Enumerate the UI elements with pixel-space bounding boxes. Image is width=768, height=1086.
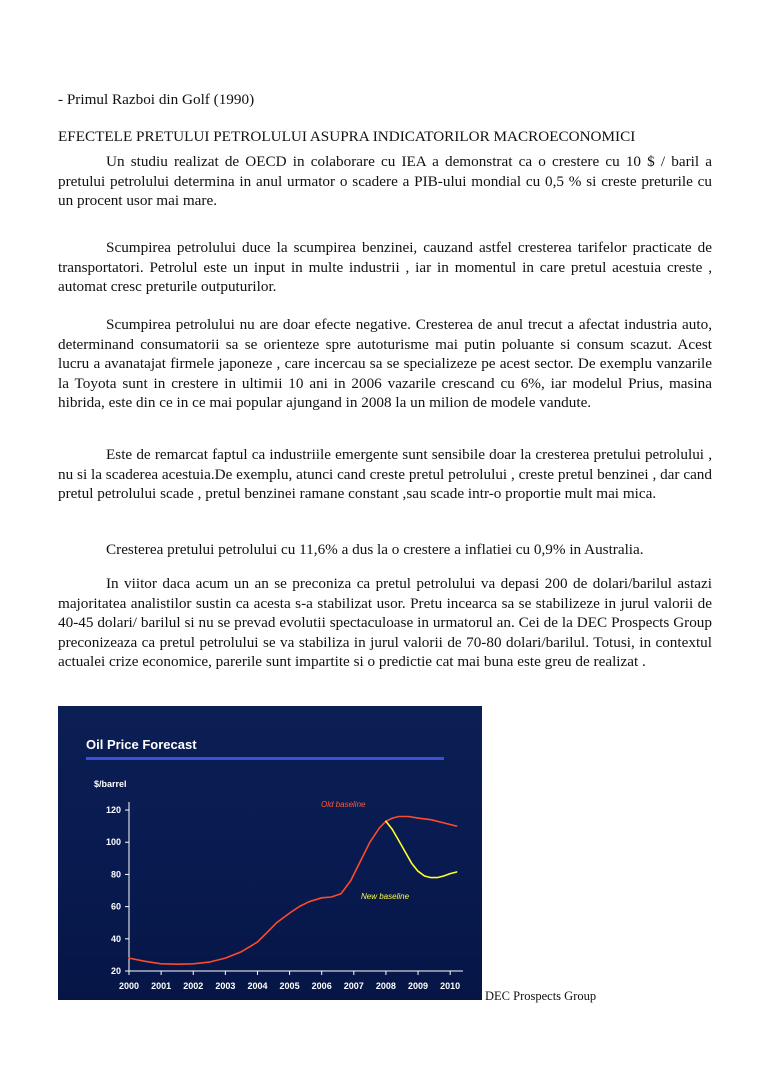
title-underline <box>86 757 444 760</box>
y-axis-label: $/barrel <box>94 779 127 789</box>
paragraph-3 <box>58 315 712 413</box>
x-tick-label: 2002 <box>183 981 204 991</box>
y-tick-label: 20 <box>110 966 121 976</box>
axes <box>106 802 463 991</box>
old-baseline-label: Old baseline <box>321 800 366 809</box>
y-tick-label: 100 <box>105 837 121 848</box>
x-tick-label: 2009 <box>408 981 429 991</box>
x-tick-label: 2004 <box>247 981 268 991</box>
y-tick-label: 80 <box>110 869 121 880</box>
x-tick-label: 2001 <box>151 981 172 991</box>
document-title: EFECTELE PRETULUI PETROLULUI ASUPRA INDICATORILOR MACROECONOMICI <box>58 128 636 145</box>
oil-price-chart <box>58 706 482 1000</box>
chart-svg <box>58 706 482 1000</box>
paragraph-text: Cresterea pretului petrolului cu 11,6% a dus la o crestere a inflatiei cu 0,9% in Australia. <box>106 541 644 558</box>
paragraph-1 <box>58 152 712 211</box>
x-tick-label: 2008 <box>375 981 396 991</box>
paragraph-text: In viitor daca acum un an se preconiza ca pretul petrolului va depasi 200 de dolari/barilul astazi majoritatea analistilor sustin ca acesta s-a stabilizat usor. Pretu incearca sa se stabilizeze in jurul valorii de 40-45 dolari/ barilul si nu se prevad evolutii spectaculoase in urmatorul an. Cei de la DEC Prospects Group preconizeaza ca pretul petrolului se va stabiliza in jurul valorii de 70-80 dolari/barilul. Totusi, in contextul actualei crize economice, parerile sunt impartite si o predictie cat mai buna este greu de realizat . <box>58 575 712 670</box>
paragraph-6 <box>58 574 712 672</box>
x-tick-label: 2007 <box>343 981 364 991</box>
paragraph-text: Scumpirea petrolului duce la scumpirea benzinei, cauzand astfel cresterea tarifelor practicate de transportatori. Petrolul este un input in multe industrii , iar in momentul in care pretul acestuia creste , automat cresc preturile outputurilor. <box>58 239 712 295</box>
paragraph-5 <box>58 540 712 560</box>
section-line: - Primul Razboi din Golf (1990) <box>58 91 255 108</box>
x-tick-label: 2010 <box>440 981 461 991</box>
x-tick-label: 2000 <box>118 981 140 991</box>
paragraph-2 <box>58 238 712 297</box>
y-tick-label: 40 <box>110 933 121 944</box>
x-tick-label: 2003 <box>215 981 236 991</box>
y-tick-label: 60 <box>110 901 121 912</box>
chart-caption: DEC Prospects Group <box>485 989 597 1003</box>
chart-title: Oil Price Forecast <box>86 737 197 752</box>
new-baseline-label: New baseline <box>361 892 410 901</box>
paragraph-text: Un studiu realizat de OECD in colaborare cu IEA a demonstrat ca o crestere cu 10 $ / baril a pretului petrolului determina in anul urmator o scadere a PIB-ului mondial cu 0,5 % si creste preturile cu un procent usor mai mare. <box>58 153 712 209</box>
old-baseline-line <box>129 817 457 965</box>
x-tick-label: 2006 <box>311 981 332 991</box>
x-tick-label: 2005 <box>279 981 300 991</box>
paragraph-text: Este de remarcat faptul ca industriile emergente sunt sensibile doar la cresterea pretului petrolului , nu si la scaderea acestuia.De exemplu, atunci cand creste pretul petrolului , creste pretul benzinei , dar cand pretul petrolului scade , pretul benzinei ramane constant ,sau scade intr-o proportie mult mai mica. <box>58 446 712 502</box>
series-layer <box>129 817 457 965</box>
y-tick-label: 120 <box>105 805 121 816</box>
new-baseline-line <box>386 821 457 877</box>
paragraph-text: Scumpirea petrolului nu are doar efecte negative. Cresterea de anul trecut a afectat industria auto, determinand consumatorii sa se orienteze spre autoturisme mai putin poluante si consum scazut. Acest lucru a avanatajat firmele japoneze , care incercau sa se specializeze pe acest sector. De exemplu vanzarile la Toyota sunt in crestere in ultimii 10 ani in 2006 vazarile crescand cu 6%, iar modelul Prius, masina hibrida, este din ce in ce mai popular ajungand in 2008 la un milion de modele vandute. <box>58 316 712 411</box>
paragraph-4 <box>58 445 712 504</box>
